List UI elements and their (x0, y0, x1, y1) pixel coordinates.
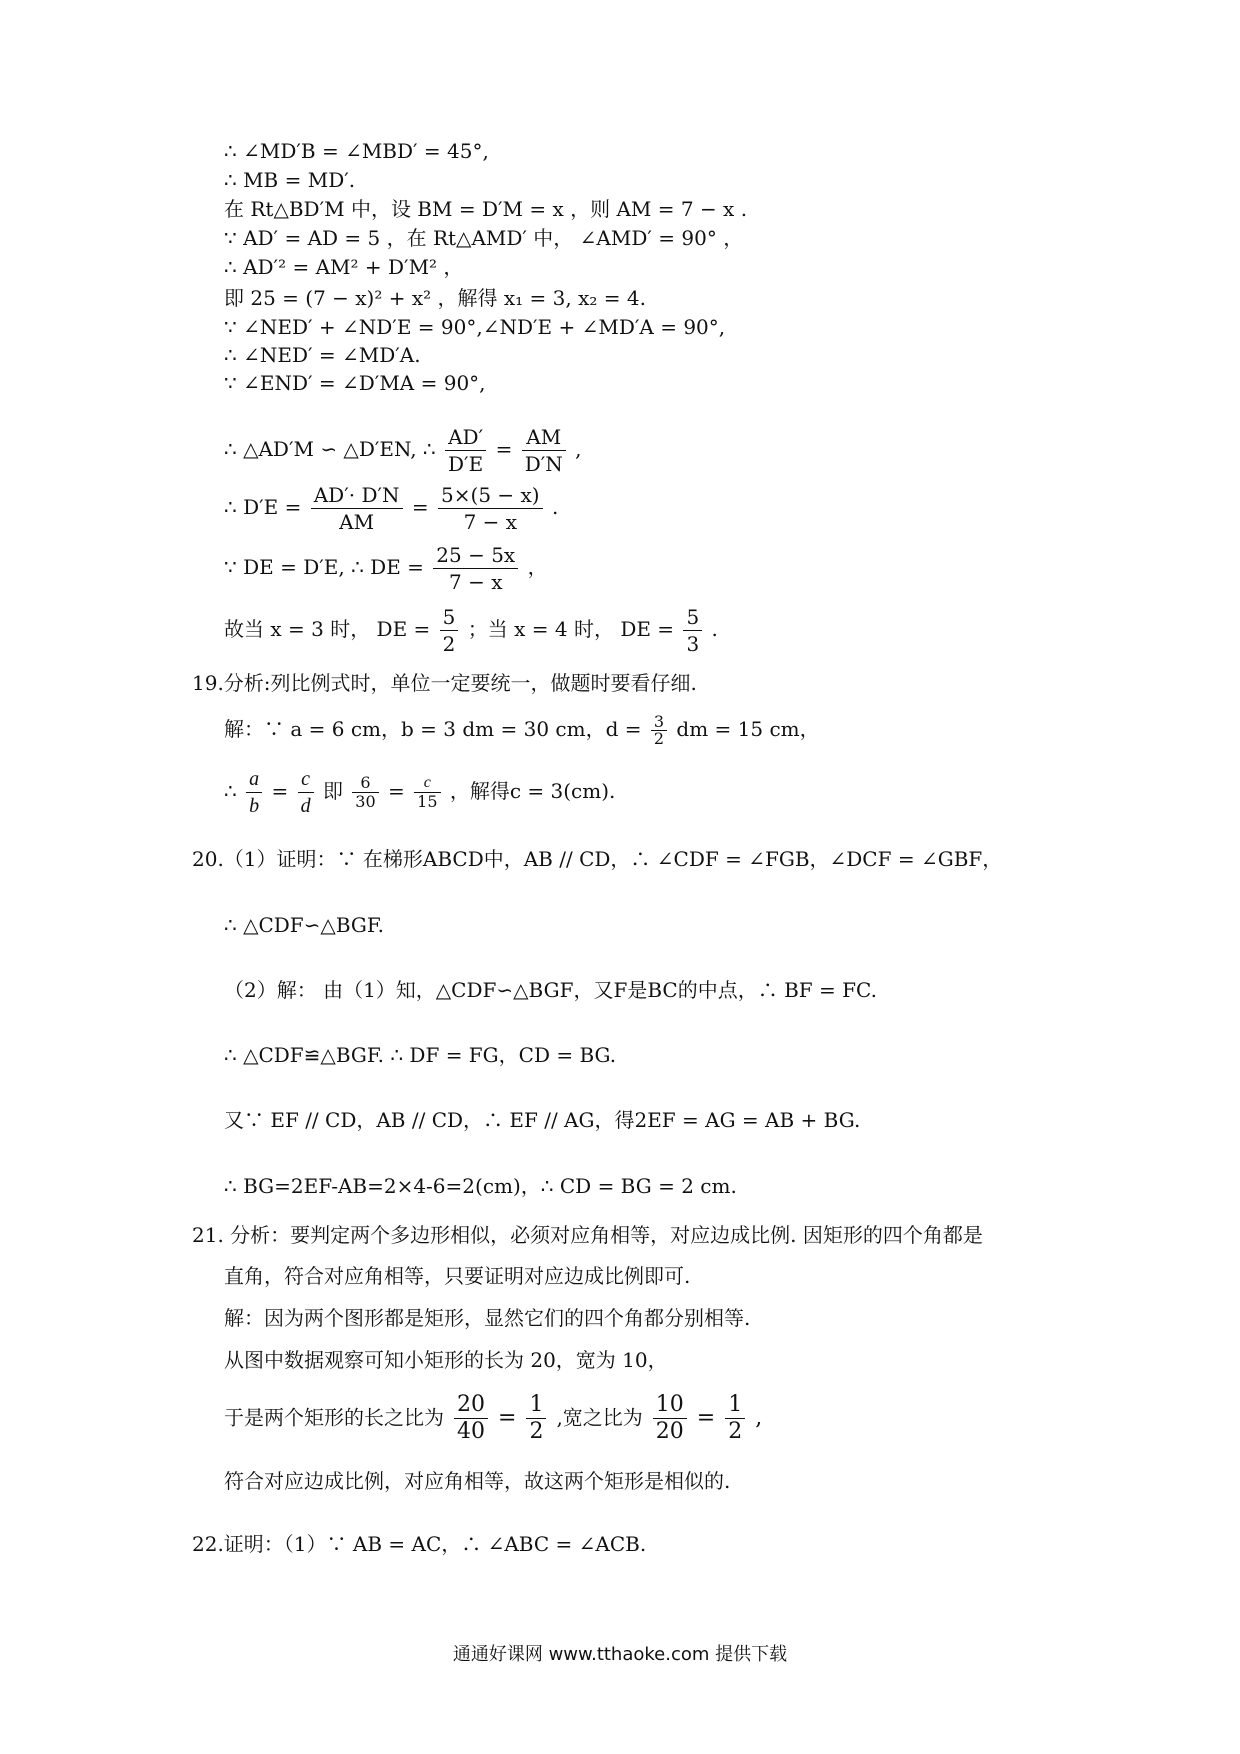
numerator: 20 (454, 1392, 488, 1419)
numerator: 1 (526, 1392, 546, 1419)
fraction (438, 482, 543, 535)
q21-line-5 (224, 1392, 762, 1445)
q21-line-3: 解：因为两个图形都是矩形，显然它们的四个角都分别相等. (224, 1306, 751, 1330)
fraction (653, 1392, 687, 1445)
denominator: D′E (448, 452, 484, 476)
line-9: ∵ ∠END′ = ∠D′MA = 90°, (224, 371, 486, 395)
line-7: ∵ ∠NED′ + ∠ND′E = 90°,∠ND′E + ∠MD′A = 90°, (224, 315, 726, 339)
line-3: 在 Rt△BD′M 中，设 BM = D′M = x ，则 AM = 7 − x . (224, 197, 748, 221)
fraction (352, 774, 378, 811)
text: 于是两个矩形的长之比为 (224, 1405, 444, 1430)
denominator: 40 (457, 1419, 485, 1444)
line-1: ∴ ∠MD′B = ∠MBD′ = 45°, (224, 139, 489, 163)
denominator: 2 (529, 1419, 544, 1444)
numerator: 3 (651, 714, 667, 731)
denominator: 30 (355, 792, 376, 811)
numerator: AM (522, 424, 566, 451)
text: , (755, 1405, 763, 1431)
line-11 (224, 482, 558, 535)
denominator: 2 (442, 632, 456, 656)
line-5: ∴ AD′² = AM² + D′M² ， (224, 255, 464, 279)
numerator: 25 − 5x (433, 542, 518, 569)
text: dm = 15 cm， (676, 717, 820, 741)
denominator: 7 − x (463, 510, 518, 534)
line-2: ∴ MB = MD′. (224, 168, 356, 192)
line-6: 即 25 = (7 − x)² + x² ，解得 x₁ = 3, x₂ = 4. (224, 286, 646, 310)
text: . (711, 617, 718, 641)
text: ；当 x = 4 时， DE = (467, 617, 675, 641)
equals: = (696, 1405, 716, 1431)
denominator: AM (339, 510, 375, 534)
fraction (433, 542, 518, 595)
denominator: 20 (655, 1419, 684, 1444)
numerator: c (414, 774, 440, 793)
fraction (454, 1392, 488, 1445)
q20-line-3: （2）解： 由（1）知，△CDF∽△BGF，又F是BC的中点，∴ BF = FC. (224, 978, 877, 1002)
q20-line-4: ∴ △CDF≌△BGF. ∴ DF = FG，CD = BG. (224, 1043, 617, 1067)
text: ，解得c = 3(cm). (449, 779, 616, 803)
numerator: 10 (653, 1392, 687, 1419)
text: ∴ △AD′M ∽ △D′EN, ∴ (224, 437, 436, 461)
numerator: a (246, 766, 262, 793)
fraction (298, 766, 314, 819)
text: 故当 x = 3 时， DE = (224, 617, 431, 641)
text: . (551, 495, 559, 519)
equals: = (498, 1405, 517, 1431)
q20-line-2: ∴ △CDF∽△BGF. (224, 913, 384, 937)
denominator: 15 (417, 792, 438, 811)
q20-line-6: ∴ BG=2EF-AB=2×4-6=2(cm)，∴ CD = BG = 2 cm. (224, 1174, 737, 1198)
text: ,宽之比为 (556, 1405, 643, 1430)
fraction (311, 482, 403, 535)
denominator: d (300, 795, 311, 817)
numerator: 6 (352, 774, 378, 793)
line-13 (224, 604, 718, 657)
q21-line-1: 21. 分析：要判定两个多边形相似，必须对应角相等，对应边成比例. 因矩形的四个角都是 (192, 1223, 983, 1247)
numerator: 5 (683, 604, 702, 631)
q21-line-4: 从图中数据观察可知小矩形的长为 20，宽为 10， (224, 1348, 668, 1372)
denominator: D′N (524, 452, 563, 476)
text: 解：∵ a = 6 cm，b = 3 dm = 30 cm，d = (224, 717, 642, 741)
q20-line-5: 又∵ EF // CD，AB // CD，∴ EF // AG，得2EF = AG = AB + BG. (224, 1108, 861, 1132)
line-4: ∵ AD′ = AD = 5 ，在 Rt△AMD′ 中， ∠AMD′ = 90° ， (224, 226, 744, 250)
line-8: ∴ ∠NED′ = ∠MD′A. (224, 343, 421, 367)
numerator: AD′· D′N (311, 482, 403, 509)
text: 即 (322, 779, 343, 803)
text: ， (527, 555, 548, 579)
fraction (683, 604, 702, 657)
equals: = (411, 495, 429, 519)
denominator: 2 (728, 1419, 743, 1444)
equals: = (495, 437, 513, 461)
fraction (246, 766, 262, 819)
fraction (414, 774, 440, 811)
equals: = (388, 779, 405, 803)
text: , (575, 437, 582, 461)
fraction (445, 424, 486, 477)
denominator: 7 − x (449, 570, 503, 594)
fraction (522, 424, 566, 477)
text: ∴ (224, 779, 237, 803)
q20-line-1: 20.（1）证明：∵ 在梯形ABCD中，AB // CD，∴ ∠CDF = ∠FGB，∠DCF = ∠GBF， (192, 847, 1003, 871)
numerator: 1 (725, 1392, 745, 1419)
text: ∵ DE = D′E, ∴ DE = (224, 555, 424, 579)
fraction (651, 714, 667, 747)
fraction (725, 1392, 745, 1445)
denominator: b (249, 795, 260, 817)
q19-solution (224, 714, 820, 747)
fraction (440, 604, 459, 657)
denominator: 2 (653, 729, 665, 748)
q22-line-1: 22.证明：（1）∵ AB = AC，∴ ∠ABC = ∠ACB. (192, 1532, 647, 1556)
equals: = (271, 779, 289, 803)
numerator: AD′ (445, 424, 486, 451)
fraction (526, 1392, 546, 1445)
q19-result (224, 766, 615, 819)
numerator: 5 (440, 604, 459, 631)
q21-line-6: 符合对应边成比例，对应角相等，故这两个矩形是相似的. (224, 1469, 731, 1493)
line-12 (224, 542, 548, 595)
text: ∴ D′E = (224, 495, 302, 519)
q19-analysis: 19.分析:列比例式时，单位一定要统一，做题时要看仔细. (192, 671, 697, 695)
line-10 (224, 424, 581, 477)
numerator: 5×(5 − x) (438, 482, 543, 509)
q21-line-2: 直角，符合对应角相等，只要证明对应边成比例即可. (224, 1264, 691, 1288)
page-footer: 通通好课网 www.tthaoke.com 提供下载 (452, 1644, 788, 1665)
denominator: 3 (686, 632, 700, 656)
numerator: c (298, 766, 314, 793)
